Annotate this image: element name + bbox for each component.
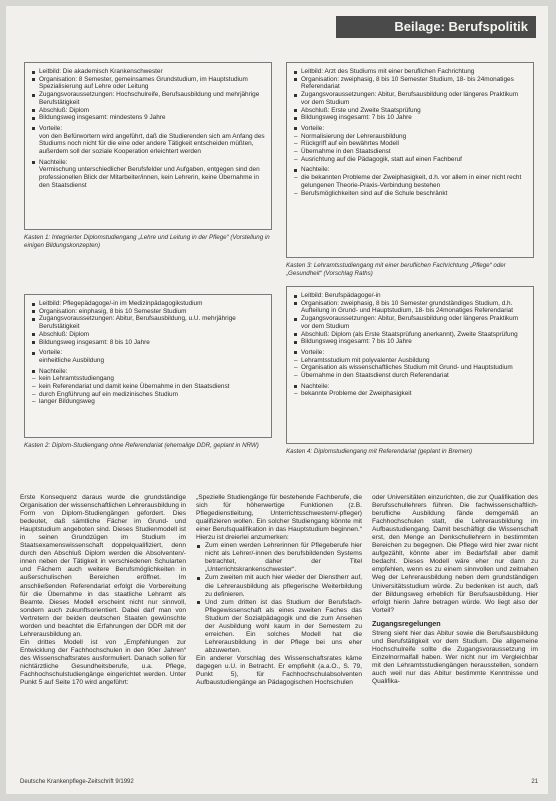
list-item: – Organisation als wissenschaftliches Studium mit Grund- und Hauptstudium [301,364,527,372]
list-item: – Übernahme in den Staatsdienst durch Referendariat [301,372,527,380]
box4-advantages-list [301,357,527,380]
section-heading: Zugangsregelungen [372,618,441,628]
disadvantages-label: Nachteile: [301,166,527,174]
info-box-1 [24,62,272,230]
info-box-2 [286,62,534,258]
list-item: Abschluß: Diplom (als Erste Staatsprüfung anerkannt), Zweite Staatsprüfung [301,331,527,339]
list-item: – langer Bildungsweg [39,398,265,406]
paragraph: Streng sieht hier das Abitur sowie die Berufsausbildung und Berufstätigkeit vor dem Studium. Die allgemeine Hochschulreife sollte die Zugangsvoraussetzung im Einzelnormalfall haben. Wer nicht nur im Vergleichbar mit den Lehramtsstudiengängen herausstellen, sondern auch weil nur das Abitur bestimmte Kenntnisse und Qualifika- [372,629,538,685]
paragraph: Ein drittes Modell ist von „Empfehlungen zur Entwicklung der Fachhochschulen in den 90er Jahren“ des Wissenschaftsrates ausformuliert. Danach sollen für nichtärztliche Gesundheitsberufe, u.a. Pflege, Fachhochschulstudiengänge eingerichtet werden. Unter Punkt 5 auf Seite 170 wird angeführt: [20,638,186,687]
list-item: Zum zweiten mit auch hier wieder der Dienstherr auf, die Lehrerausbildung als pflegerische Weiterbildung zu definieren. [205,574,362,598]
list-item: – bekannte Probleme der Zweiphasigkeit [301,390,527,398]
box4-advantages [293,349,527,357]
list-item: – Ausrichtung auf die Pädagogik, statt auf einen Fachberuf [301,156,527,164]
list-item: – die bekannten Probleme der Zweiphasigkeit, d.h. vor allem in einer nicht recht gelungenen Theorie-Praxis-Verbindung bestehen [301,174,527,189]
list-item: Zugangsvoraussetzungen: Abitur, Berufsausbildung oder längeres Praktikum vor dem Studium [301,91,527,106]
box1-bullet-list [31,68,265,122]
journal-name: Deutsche Krankenpflege-Zeitschrift 9/1992 [20,779,134,785]
advantages-text: von den Befürwortern wird angeführt, daß die Studierenden sich am Anfang des Studiums noch nicht für die eine oder andere Tätigkeit entscheiden müßten, außerdem soll der soziale Kooperation erleichtert werden [39,132,265,156]
box2-disadvantages-list [301,174,527,197]
paragraph: Erste Konsequenz daraus wurde die grundständige Organisation der wissenschaftlichen Lehrerausbildung in Form von Diplom-Studiengängen gefordert. Dies bedeutet, daß sämtliche Fächer im Grund- und Hauptstudium angeboten sind. Dieses Studienmodell ist in seinen Grundzügen im Studium im Staatsexamenswissenschaft doppelqualifiziert, denn durch den Abschluß Diplom werden die Absolventen/-innen neben der Tätigkeit in verschiedenen Schularten und Fächern auch weitere Berufsmöglichkeiten in außerschulischen Bereichen eröffnet. Im anschließenden Referendariat erfolgt die Vorbereitung für die Übernahme in das staatliche Lehramt als Beamte. Dieses Modell erscheint nicht nur sinnvoll, sondern auch zukunftsorientiert. Dabei darf man von Vertretern der beiden deutschen Staaten gewünschte worden und beachtet die Erfahrungen der DDR mit der Lehrerausbildung an. [20,494,186,638]
list-item: – durch Engführung auf ein medizinisches Studium [39,391,265,399]
box3-disadvantages [31,368,265,376]
box2-advantages-list [301,133,527,164]
disadvantages-label: Nachteile: [39,159,265,167]
advantages-label: Vorteile: [301,125,527,133]
list-item: Bildungsweg insgesamt: 7 bis 10 Jahre [301,338,527,346]
column-2 [196,494,362,779]
box3-disadvantages-list [39,375,265,406]
disadvantages-label: Nachteile: [301,383,527,391]
list-item: Zugangsvoraussetzungen: Abitur, Berufsausbildung oder längeres Praktikum vor dem Studium [301,315,527,330]
page [6,6,548,794]
box1-disadvantages [31,159,265,167]
box2-disadvantages [293,166,527,174]
list-item: Bildungsweg insgesamt: 7 bis 10 Jahre [301,114,527,122]
list-item: – Berufsmöglichkeiten sind auf die Schule beschränkt [301,190,527,198]
list-item: Organisation: einphasig, 8 bis 10 Semester Studium [39,308,265,316]
advantages-text: einheitliche Ausbildung [39,356,105,364]
list-item: Bildungsweg insgesamt: 8 bis 10 Jahre [39,339,265,347]
box3-advantages [31,349,265,357]
info-box-4 [286,286,534,444]
list-item: – Lehramtsstudium mit polyvalenter Ausbildung [301,357,527,365]
list-item: Zugangsvoraussetzungen: Abitur, Berufsausbildung, u.U. mehrjährige Berufstätigkeit [39,315,265,330]
paragraph: „Spezielle Studiengänge für bestehende Fachberufe, die sich für höherwertige Funktionen (z.B. Pflegedienstleitung, Unterrichtsschwestern/-pfleger) qualifizieren wollen. Ein solcher Studiengang könnte mit einer Berufsqualifikation in das Hauptstudium beginnen.“ Hierzu ist dreierlei anzumerken: [196,494,362,542]
list-item: Leitbild: Arzt des Studiums mit einer beruflichen Fachrichtung [301,68,527,76]
page-number: 21 [531,779,538,785]
list-item: Abschluß: Diplom [39,107,265,115]
advantages-label: Vorteile: [301,349,527,357]
section-header: Beilage: Berufspolitik [336,16,536,38]
box4-caption: Kasten 4: Diplomstudiengang mit Referendariat (geplant in Bremen) [286,448,473,455]
box4-bullet-list [293,292,527,346]
article-body [20,494,538,779]
list-item: – kein Lehramtsstudiengang [39,375,265,383]
box4-disadvantages [293,383,527,391]
list-item: – Normalisierung der Lehrerausbildung [301,133,527,141]
list-item: Organisation: zweiphasig, 8 bis 10 Semester Studium, 18- bis 24monatiges Referendariat [301,76,527,91]
box1-advantages [31,125,265,133]
list-item: Zum einen werden Lehrerinnen für Pflegeberufe hier nicht als Lehrer/-innen des berufsbildenden Systems betrachtet, daher der Titel „Unterrichtskrankenschwester“. [205,542,362,574]
list-item: Organisation: zweiphasig, 8 bis 10 Semester grundständiges Studium, d.h. Aufteilung in Grund- und Hauptstudium, 18- bis 24monatiges Referendariat [301,300,527,315]
page-footer [20,778,538,786]
column-1 [20,494,186,779]
box2-advantages [293,125,527,133]
disadvantages-text: Vermischung unterschiedlicher Berufsfelder und Aufgaben, entgegen sind den professionellen Blick der Mitarbeiter/innen, kein Lehrerin, keine Übernahme in den Staatsdienst [39,166,260,189]
list-item: Leitbild: Berufspädagoge/-in [301,292,527,300]
box4-disadvantages-list [301,390,527,398]
column-2-list [196,542,362,655]
list-item: Bildungsweg insgesamt: mindestens 9 Jahre [39,114,265,122]
box1-caption: Kasten 1: Integrierter Diplomstudiengang „Lehre und Leitung in der Pflege“ (Vorstellung in einigen Bildungskonzepten) [24,234,270,249]
box2-bullet-list [293,68,527,122]
list-item: – Übernahme in den Staatsdienst [301,148,527,156]
list-item: – Rückgriff auf ein bewährtes Modell [301,140,527,148]
list-item: Und zum dritten ist das Studium der Berufsfach-Pflegewissenschaft als eines zweiten Faches das Studium der Sozialpädagogik und die zum Ansehen der Ausbildung wohl kaum in der Semestern zu erreichen. Ein solches Modell hat die Lehrerausbildung in der Pflege bei uns eher abzuwerten. [205,598,362,654]
paragraph: Ein anderer Vorschlag des Wissenschaftsrates käme dagegen u.U. in Betracht. Er empfiehlt (a.a.O., S. 79, Punkt 5), für Fachhochschulabsolventen Aufbaustudiengänge an Pädagogischen Hochschulen [196,654,362,687]
list-item: Leitbild: Pflegepädagoge/-in im Medizinpädagogikstudium [39,300,265,308]
box3-caption: Kasten 2: Diplom-Studiengang ohne Referendariat (ehemalige DDR, geplant in NRW) [24,442,259,449]
list-item: Organisation: 8 Semester, gemeinsames Grundstudium, im Hauptstudium Spezialisierung auf Lehre oder Leitung [39,76,265,91]
disadvantages-label: Nachteile: [39,368,265,376]
list-item: Abschluß: Diplom [39,331,265,339]
list-item: Zugangsvoraussetzungen: Hochschulreife, Berufsausbildung und mehrjährige Berufstätigkeit [39,91,265,106]
advantages-label: Vorteile: [39,125,265,133]
list-item: – kein Referendariat und damit keine Übernahme in den Staatsdienst [39,383,265,391]
box2-caption: Kasten 3: Lehramtsstudiengang mit einer beruflichen Fachrichtung „Pflege“ oder „Gesundheit“ (Vorschlag Raths) [286,262,506,277]
advantages-label: Vorteile: [39,349,265,357]
column-3 [372,494,538,779]
list-item: Abschluß: Erste und Zweite Staatsprüfung [301,107,527,115]
list-item: Leitbild: Die akademisch Krankenschwester [39,68,265,76]
info-box-3 [24,294,272,438]
box3-bullet-list [31,300,265,346]
paragraph: oder Universitäten einzurichten, die zur Qualifikation des Berufsschullehrers führen. Die fachwissenschaftlich-berufliche Ausbildung fände demgemäß an Fachhochschulen statt, die Lehrerausbildung im Aufbaustudiengang. Damit beschäftigt die Wissenschaft erst, den Menge an Denkschullehrern in bestimmten Bereichen zu begegnen. Die Pflege wird hier zwar nicht aufgezählt, könnte aber im Bedarfsfall aber damit bedacht. Dieses Modell wäre eher nur dann zu empfehlen, wenn es zu einem sinnvollen und zeitnahen Weg der Lehrerausbildung neben dem grundständigen Universitätsstudium würde. Zu bedenken ist auch, daß der Bildungsweg erheblich für Berufsausbildung. Hier erfolgt hierin Jahre betragen würde. Wo liegt also der Vorteil? [372,494,538,614]
